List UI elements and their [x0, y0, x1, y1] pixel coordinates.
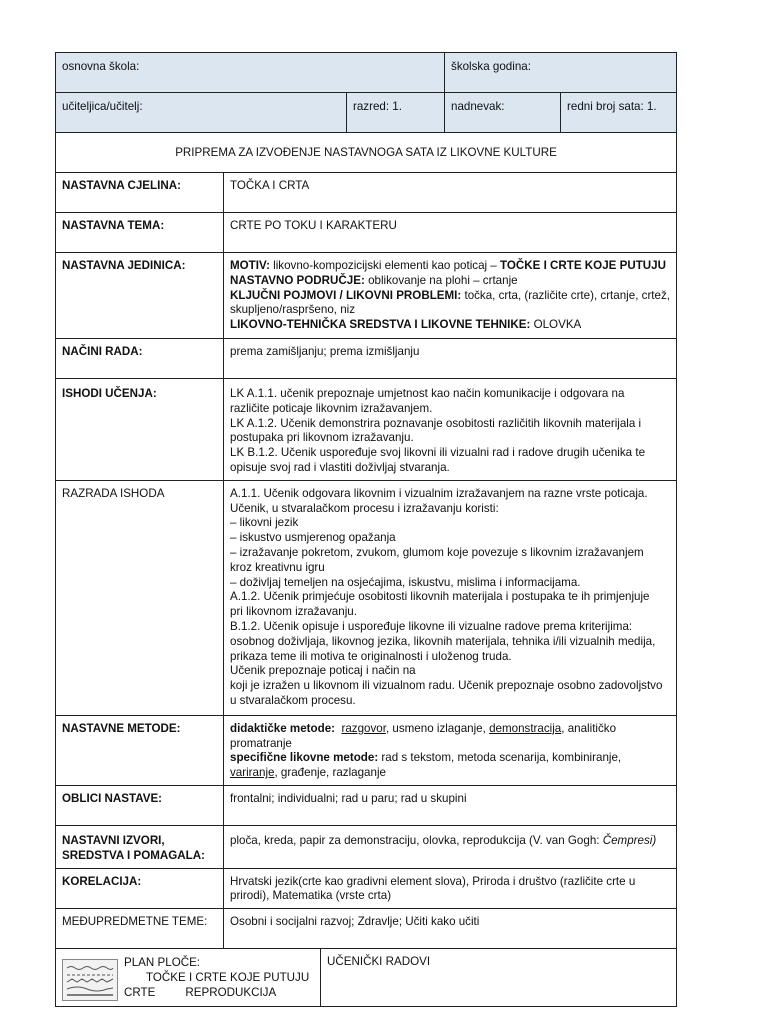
- jedinica-label: NASTAVNA JEDINICA:: [56, 253, 224, 339]
- korelacija-label: KORELACIJA:: [56, 868, 224, 909]
- medupredmetne-value: Osobni i socijalni razvoj; Zdravlje; Učiti kako učiti: [224, 909, 677, 949]
- pojmovi-line: [230, 289, 670, 319]
- razrada-line: – izražavanje pokretom, zvukom, glumom koje povezuje s likovnim izražavanjem: [230, 545, 644, 559]
- school-row: [56, 53, 677, 93]
- nacini-row: [56, 339, 677, 379]
- motiv-label: MOTIV:: [230, 259, 270, 272]
- korelacija-row: [56, 868, 677, 909]
- footer-row: [56, 949, 677, 1006]
- razrada-line: – iskustvo usmjerenog opažanja: [230, 531, 396, 545]
- demonstracija-text: demonstracija: [489, 721, 562, 735]
- razrada-line: A.1.1. Učenik odgovara likovnim i vizualnim izražavanjem na razne vrste poticaja.: [230, 486, 648, 500]
- razrada-row: [56, 480, 677, 715]
- korelacija-value: [224, 868, 677, 909]
- sredstva-line: [230, 318, 670, 333]
- izvori-label-line2: SREDSTVA I POMAGALA:: [62, 848, 205, 862]
- izvori-row: [56, 825, 677, 868]
- plan-reprodukcija: REPRODUKCIJA: [185, 986, 277, 1000]
- razrada-line: Učenik prepoznaje poticaj i način na: [230, 664, 416, 678]
- razrada-line: u stvaralačkom procesu.: [230, 693, 356, 707]
- razrada-line: prikaza teme ili motiva te originalnosti i uloženog truda.: [230, 649, 512, 663]
- razrada-line: – likovni jezik: [230, 516, 299, 530]
- jedinica-value: [224, 253, 677, 339]
- razrada-value: [224, 480, 677, 715]
- footer-table: [55, 949, 677, 1007]
- didakticke-line: [230, 722, 670, 752]
- cjelina-row: [56, 173, 677, 213]
- specificne-text-end: , građenje, razlaganje: [274, 766, 386, 780]
- izvori-text: ploča, kreda, papir za demonstraciju, olovka, reprodukcija (V. van Gogh:: [230, 833, 603, 847]
- razgovor-text: razgovor: [341, 721, 386, 735]
- ishodi-line: opisuje svoj rad i vlastiti doživljaj stvaranja.: [230, 460, 450, 474]
- tema-row: [56, 213, 677, 253]
- tema-label: NASTAVNA TEMA:: [56, 213, 224, 253]
- school-field: osnovna škola:: [56, 53, 445, 93]
- podrucje-text: oblikovanje na plohi – crtanje: [364, 273, 518, 287]
- specificne-line-2: [230, 766, 670, 781]
- ishodi-line: LK A.1.1. učenik prepoznaje umjetnost kao način komunikacije i odgovara na: [230, 387, 625, 400]
- razrada-label: RAZRADA ISHODA: [56, 480, 224, 715]
- podrucje-line: [230, 274, 670, 289]
- ishodi-line: postupaka pri likovnom izražavanju.: [230, 431, 414, 445]
- tema-value: CRTE PO TOKU I KARAKTERU: [224, 213, 677, 253]
- razrada-line: osobnog doživljaja, likovnog jezika, likovnih materijala, tehnika i/ili vizualnih medija,: [230, 634, 656, 648]
- metode-label: NASTAVNE METODE:: [56, 715, 224, 785]
- lesson-number-field: redni broj sata: 1.: [561, 93, 677, 133]
- korelacija-line: Hrvatski jezik(crte kao gradivni element slova), Priroda i društvo (različite crte u: [230, 874, 636, 888]
- plan-ploce-sections: [124, 985, 309, 1000]
- specificne-line: [230, 751, 670, 766]
- ishodi-value: [224, 379, 677, 481]
- specificne-text: rad s tekstom, metoda scenarija, kombiniranje,: [378, 751, 622, 765]
- sredstva-label: LIKOVNO-TEHNIČKA SREDSTVA I LIKOVNE TEHNIKE:: [230, 318, 531, 332]
- razrada-line: kroz kreativnu igru: [230, 560, 325, 574]
- plan-ploce-text: [124, 955, 309, 1000]
- motiv-text: likovno-kompozicijski elementi kao poticaj –: [269, 259, 500, 272]
- razrada-line: – doživljaj temeljen na osjećajima, iskustvu, mislima i informacijama.: [230, 575, 581, 589]
- variranje-text: variranje: [230, 766, 275, 780]
- razrada-line: koji je izražen u likovnom ili vizualnom radu. Učenik prepoznaje osobno zadovoljstvo: [230, 679, 663, 693]
- ishodi-row: [56, 379, 677, 481]
- document-title: PRIPREMA ZA IZVOĐENJE NASTAVNOGA SATA IZ LIKOVNE KULTURE: [56, 133, 677, 173]
- plan-ploce-label: PLAN PLOČE:: [124, 956, 201, 970]
- izvori-artwork: Čempresi): [602, 833, 657, 847]
- lesson-plan-document: [55, 52, 676, 1007]
- title-row: [56, 133, 677, 173]
- pojmovi-label: KLJUČNI POJMOVI / LIKOVNI PROBLEMI:: [230, 288, 462, 302]
- razrada-line: Učenik, u stvaralačkom procesu i izražavanju koristi:: [230, 501, 499, 515]
- cjelina-label: NASTAVNA CJELINA:: [56, 173, 224, 213]
- school-year-field: školska godina:: [445, 53, 677, 93]
- medupredmetne-row: [56, 909, 677, 949]
- student-works-cell: UČENIČKI RADOVI: [321, 949, 677, 1006]
- podrucje-label: NASTAVNO PODRUČJE:: [230, 273, 365, 287]
- nacini-value: prema zamišljanju; prema izmišljanju: [224, 339, 677, 379]
- didakticke-label: didaktičke metode:: [230, 721, 336, 735]
- specificne-label: specifične likovne metode:: [230, 751, 379, 765]
- cjelina-value: TOČKA I CRTA: [224, 173, 677, 213]
- didakticke-text-end: , analitičko promatranje: [230, 721, 617, 750]
- date-field: nadnevak:: [445, 93, 561, 133]
- blackboard-sketch-thumbnail: [62, 959, 118, 1001]
- oblici-row: [56, 785, 677, 825]
- ishodi-line: različite poticaje likovnim izražavanjem.: [230, 401, 433, 415]
- nacini-label: NAČINI RADA:: [56, 339, 224, 379]
- ishodi-line: LK B.1.2. Učenik uspoređuje svoj likovni ili vizualni rad i radove drugih učenika te: [230, 446, 646, 460]
- motiv-emphasis: TOČKE I CRTE KOJE PUTUJU: [499, 259, 666, 272]
- teacher-field: učiteljica/učitelj:: [56, 93, 347, 133]
- motiv-line: [230, 259, 670, 274]
- razrada-line: A.1.2. Učenik primjećuje osobitosti likovnih materijala i postupaka te ih primjenjuje: [230, 590, 650, 604]
- razrada-line: pri likovnom izražavanju.: [230, 605, 357, 619]
- izvori-value: [224, 825, 677, 868]
- korelacija-line: prirodi), Matematika (vrste crta): [230, 889, 392, 903]
- ishodi-label: ISHODI UČENJA:: [56, 379, 224, 481]
- plan-ploce-cell: [56, 949, 321, 1006]
- sredstva-text: OLOVKA: [530, 318, 582, 332]
- medupredmetne-label: MEĐUPREDMETNE TEME:: [56, 909, 224, 949]
- pojmovi-text: točka, crta, (različite crte), crtanje, crtež, skupljeno/raspršeno, niz: [230, 288, 670, 317]
- grade-field: razred: 1.: [347, 93, 445, 133]
- teacher-row: [56, 93, 677, 133]
- jedinica-row: [56, 253, 677, 339]
- oblici-value: frontalni; individualni; rad u paru; rad u skupini: [224, 785, 677, 825]
- razrada-line: B.1.2. Učenik opisuje i uspoređuje likovne ili vizualne radove prema kriterijima:: [230, 619, 633, 633]
- metode-row: [56, 715, 677, 785]
- izvori-label: [56, 825, 224, 868]
- didakticke-text: , usmeno izlaganje,: [385, 721, 490, 735]
- plan-ploce-title: TOČKE I CRTE KOJE PUTUJU: [146, 971, 310, 985]
- izvori-label-line1: NASTAVNI IZVORI,: [62, 833, 165, 847]
- ishodi-line: LK A.1.2. Učenik demonstrira poznavanje osobitosti različitih likovnih materijala i: [230, 416, 642, 430]
- metode-value: [224, 715, 677, 785]
- oblici-label: OBLICI NASTAVE:: [56, 785, 224, 825]
- lesson-plan-table: [55, 52, 677, 949]
- plan-crte: CRTE: [124, 986, 156, 1000]
